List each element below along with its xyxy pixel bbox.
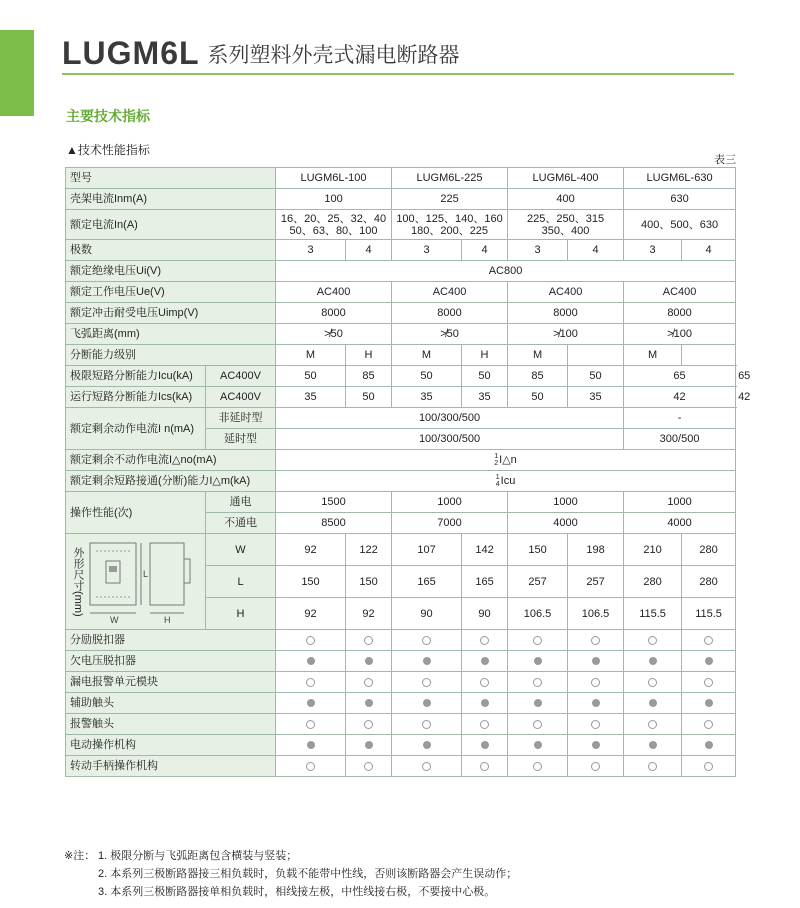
row-label: 型号 [66, 168, 276, 189]
table-cell: 不通电 [206, 513, 276, 534]
cell-text: 350、400 [541, 224, 590, 237]
table-cell: 90 [392, 598, 462, 630]
open-circle-icon [533, 762, 542, 771]
table-cell [508, 630, 568, 651]
row-label: 分断能力级别 [66, 345, 276, 366]
table-cell [462, 630, 508, 651]
table-row: 运行短路分断能力Ics(kA) AC400V 35 50 35 35 50 35 42 42 [66, 387, 736, 408]
title-series: 系列塑料外壳式漏电断路器 [207, 44, 460, 67]
cell-text: 16、20、25、32、40 [280, 212, 387, 225]
table-cell [346, 756, 392, 777]
table-cell [276, 450, 736, 471]
row-label: 额定电流In(A) [66, 210, 276, 240]
table-cell: LUGM6L-630 [624, 168, 736, 189]
row-label: 额定剩余短路接通(分断)能力I△m(kA) [66, 471, 276, 492]
table-row [66, 714, 736, 735]
cell-text: 225、250、315 [527, 212, 605, 225]
table-cell: 35 [276, 387, 346, 408]
table-cell [624, 735, 682, 756]
numerator: 1 [495, 474, 500, 481]
open-circle-icon [364, 636, 373, 645]
row-label: 极数 [66, 240, 276, 261]
filled-circle-icon [592, 657, 600, 665]
filled-circle-icon [423, 741, 431, 749]
cell-text: 50、63、80、100 [289, 224, 378, 237]
table-cell: AC400 [508, 282, 624, 303]
dimension-diagram [68, 537, 203, 627]
table-cell: 630 [624, 189, 736, 210]
table-cell: 8000 [624, 303, 736, 324]
table-cell: AC400 [276, 282, 392, 303]
table-cell [346, 630, 392, 651]
table-cell: 107 [392, 534, 462, 566]
table-cell: M [276, 345, 346, 366]
open-circle-icon [364, 762, 373, 771]
table-cell [568, 345, 624, 366]
table-row [66, 168, 736, 189]
table-cell [276, 630, 346, 651]
table-cell: 198 [568, 534, 624, 566]
table-cell: ≯100 [508, 324, 624, 345]
open-circle-icon [480, 636, 489, 645]
table-cell: 35 [392, 387, 462, 408]
open-circle-icon [306, 636, 315, 645]
filled-circle-icon [649, 657, 657, 665]
open-circle-icon [704, 636, 713, 645]
table-cell [392, 693, 462, 714]
table-cell: LUGM6L-225 [392, 168, 508, 189]
table-cell [392, 672, 462, 693]
table-cell [346, 714, 392, 735]
table-cell [346, 693, 392, 714]
table-cell: L [206, 566, 276, 598]
table-cell: M [508, 345, 568, 366]
open-circle-icon [306, 762, 315, 771]
open-circle-icon [704, 720, 713, 729]
note-text: 2. 本系列三极断路器接三相负载时，负载不能带中性线，否则该断路器会产生误动作； [98, 868, 518, 880]
spec-table-body [66, 168, 751, 777]
table-cell: 延时型 [206, 429, 276, 450]
table-cell [624, 210, 736, 240]
table-cell: 165 [392, 566, 462, 598]
row-label: 操作性能(次) [66, 492, 206, 534]
row-label: 额定剩余不动作电流I△no(mA) [66, 450, 276, 471]
table-cell: 50 [508, 387, 568, 408]
table-cell: 8000 [392, 303, 508, 324]
table-cell: 42 [624, 387, 736, 408]
fraction [496, 474, 500, 488]
table-cell [682, 672, 736, 693]
table-cell: 150 [346, 566, 392, 598]
table-cell: 92 [346, 598, 392, 630]
table-cell: 50 [346, 387, 392, 408]
open-circle-icon [648, 762, 657, 771]
table-cell [392, 756, 462, 777]
row-label: 额定剩余动作电流I n(mA) [66, 408, 206, 450]
note-row-2 [64, 865, 517, 883]
table-cell: ≯50 [276, 324, 392, 345]
table-cell [568, 630, 624, 651]
dimension-diagram-cell [66, 534, 206, 630]
table-cell [682, 693, 736, 714]
table-cell: - [624, 408, 736, 429]
row-label: 飞弧距离(mm) [66, 324, 276, 345]
table-row [66, 672, 736, 693]
table-cell [568, 672, 624, 693]
open-circle-icon [533, 636, 542, 645]
table-cell: 106.5 [508, 598, 568, 630]
table-cell: AC400 [624, 282, 736, 303]
table-cell [392, 714, 462, 735]
open-circle-icon [422, 720, 431, 729]
table-cell: 142 [462, 534, 508, 566]
row-label: 漏电报警单元模块 [66, 672, 276, 693]
table-cell [392, 630, 462, 651]
table-cell: 3 [624, 240, 682, 261]
table-cell [462, 714, 508, 735]
table-cell: 8000 [276, 303, 392, 324]
table-cell: 35 [568, 387, 624, 408]
svg-text:L: L [143, 568, 149, 579]
table-cell [276, 651, 346, 672]
title-divider [62, 73, 734, 75]
open-circle-icon [480, 678, 489, 687]
table-cell: 150 [276, 566, 346, 598]
table-cell: 8500 [276, 513, 392, 534]
table-cell [682, 651, 736, 672]
green-tab [0, 30, 34, 116]
table-cell: 3 [508, 240, 568, 261]
open-circle-icon [480, 720, 489, 729]
table-cell: 通电 [206, 492, 276, 513]
sub-title: ▲技术性能指标 [66, 143, 150, 157]
filled-circle-icon [481, 741, 489, 749]
table-cell [624, 714, 682, 735]
table-row [66, 189, 736, 210]
table-cell: 3 [276, 240, 346, 261]
open-circle-icon [306, 720, 315, 729]
table-row [66, 324, 736, 345]
notes [64, 847, 517, 901]
table-cell: AC400V [206, 366, 276, 387]
table-cell: 50 [462, 366, 508, 387]
table-cell: 257 [508, 566, 568, 598]
title-model: LUGM6L [62, 35, 200, 71]
table-cell [276, 756, 346, 777]
row-label: 分励脱扣器 [66, 630, 276, 651]
table-cell: 1000 [392, 492, 508, 513]
table-cell: 122 [346, 534, 392, 566]
row-label: 欠电压脱扣器 [66, 651, 276, 672]
filled-circle-icon [481, 657, 489, 665]
cell-text: I△n [499, 453, 517, 466]
filled-circle-icon [534, 657, 542, 665]
table-row: 极限短路分断能力Icu(kA) AC400V 50 85 50 50 85 50 65 65 [66, 366, 736, 387]
table-cell: 100 [276, 189, 392, 210]
table-cell [624, 630, 682, 651]
table-cell: 210 [624, 534, 682, 566]
table-cell: LUGM6L-400 [508, 168, 624, 189]
filled-circle-icon [705, 657, 713, 665]
table-cell: 400 [508, 189, 624, 210]
table-cell: AC800 [276, 261, 736, 282]
table-cell: 280 [682, 566, 736, 598]
table-row [66, 345, 736, 366]
table-cell: 106.5 [568, 598, 624, 630]
row-label: 电动操作机构 [66, 735, 276, 756]
open-circle-icon [648, 636, 657, 645]
table-row [66, 261, 736, 282]
row-label: 运行短路分断能力Ics(kA) [66, 387, 206, 408]
open-circle-icon [591, 678, 600, 687]
table-cell: 100/300/500 [276, 429, 624, 450]
table-cell: 4 [568, 240, 624, 261]
open-circle-icon [364, 720, 373, 729]
dimension-label: 外形尺寸(mm) [72, 546, 84, 617]
table-cell: 100/300/500 [276, 408, 624, 429]
cell-text: 180、200、225 [410, 224, 489, 237]
table-cell: 7000 [392, 513, 508, 534]
filled-circle-icon [365, 657, 373, 665]
table-cell [568, 714, 624, 735]
svg-text:H: H [164, 614, 171, 625]
table-cell [508, 651, 568, 672]
filled-circle-icon [592, 699, 600, 707]
table-cell: 非延时型 [206, 408, 276, 429]
filled-circle-icon [534, 699, 542, 707]
table-cell [568, 756, 624, 777]
table-cell: 85 [508, 366, 568, 387]
table-row [66, 651, 736, 672]
filled-circle-icon [592, 741, 600, 749]
spec-table [65, 167, 751, 777]
open-circle-icon [533, 678, 542, 687]
table-cell [346, 651, 392, 672]
table-cell: 300/500 [624, 429, 736, 450]
table-cell [508, 210, 624, 240]
table-cell: 4 [462, 240, 508, 261]
table-cell: ≯100 [624, 324, 736, 345]
table-cell: 90 [462, 598, 508, 630]
open-circle-icon [422, 762, 431, 771]
table-cell [682, 630, 736, 651]
cell-text: Icu [500, 474, 516, 487]
filled-circle-icon [307, 657, 315, 665]
section-title: 主要技术指标 [66, 108, 150, 124]
table-cell [462, 693, 508, 714]
table-cell [508, 735, 568, 756]
table-cell: W [206, 534, 276, 566]
table-cell [508, 756, 568, 777]
table-cell [568, 735, 624, 756]
table-cell: 115.5 [682, 598, 736, 630]
table-cell [392, 651, 462, 672]
table-row [66, 534, 736, 566]
filled-circle-icon [307, 699, 315, 707]
open-circle-icon [480, 762, 489, 771]
table-cell: 50 [568, 366, 624, 387]
filled-circle-icon [649, 699, 657, 707]
row-label: 额定绝缘电压Ui(V) [66, 261, 276, 282]
table-row [66, 756, 736, 777]
table-row [66, 492, 736, 513]
table-cell: 50 [276, 366, 346, 387]
table-cell: 115.5 [624, 598, 682, 630]
filled-circle-icon [423, 657, 431, 665]
row-label: 转动手柄操作机构 [66, 756, 276, 777]
table-cell [682, 756, 736, 777]
table-row [66, 210, 736, 240]
table-cell: 92 [276, 534, 346, 566]
table-cell: 225 [392, 189, 508, 210]
filled-circle-icon [649, 741, 657, 749]
table-cell: H [346, 345, 392, 366]
table-row [66, 450, 736, 471]
table-cell: H [462, 345, 508, 366]
table-cell [682, 714, 736, 735]
open-circle-icon [704, 678, 713, 687]
table-cell: 280 [624, 566, 682, 598]
row-label: 壳架电流Inm(A) [66, 189, 276, 210]
table-cell: 257 [568, 566, 624, 598]
row-label: 额定冲击耐受电压Uimp(V) [66, 303, 276, 324]
table-row [66, 303, 736, 324]
page-title [62, 30, 460, 70]
table-cell [682, 345, 736, 366]
table-cell: H [206, 598, 276, 630]
open-circle-icon [591, 636, 600, 645]
cell-text: 400、500、630 [641, 218, 719, 231]
table-number: 表三 [714, 154, 736, 166]
row-label: 极限短路分断能力Icu(kA) [66, 366, 206, 387]
table-cell [508, 693, 568, 714]
filled-circle-icon [423, 699, 431, 707]
table-cell [392, 210, 508, 240]
table-cell: AC400 [392, 282, 508, 303]
table-cell [508, 714, 568, 735]
open-circle-icon [422, 636, 431, 645]
table-row [66, 408, 736, 429]
table-cell [276, 672, 346, 693]
open-circle-icon [591, 762, 600, 771]
table-cell [276, 735, 346, 756]
table-cell: 4 [682, 240, 736, 261]
table-cell: 8000 [508, 303, 624, 324]
svg-text:W: W [110, 614, 119, 625]
filled-circle-icon [705, 741, 713, 749]
table-cell [508, 672, 568, 693]
note-text: 3. 本系列三极断路器接单相负载时，相线接左极，中性线接右极，不要接中心极。 [98, 886, 496, 898]
row-label: 报警触头 [66, 714, 276, 735]
table-cell [462, 756, 508, 777]
table-cell: M [392, 345, 462, 366]
table-cell [346, 672, 392, 693]
table-cell [276, 693, 346, 714]
table-cell: 280 [682, 534, 736, 566]
table-row [66, 693, 736, 714]
table-row [66, 282, 736, 303]
table-cell: ≯50 [392, 324, 508, 345]
table-cell: 1000 [624, 492, 736, 513]
table-cell [276, 471, 736, 492]
fraction [494, 453, 498, 467]
table-cell: 85 [346, 366, 392, 387]
filled-circle-icon [307, 741, 315, 749]
cell-text: 100、125、140、160 [396, 212, 503, 225]
open-circle-icon [364, 678, 373, 687]
table-cell [624, 693, 682, 714]
table-cell [624, 672, 682, 693]
breaker-outline-diagram [84, 537, 196, 627]
table-cell [568, 651, 624, 672]
table-cell: 35 [462, 387, 508, 408]
note-prefix: ※注： [64, 850, 96, 862]
table-cell [346, 735, 392, 756]
note-text: 1. 极限分断与飞弧距离包含横装与竖装； [98, 850, 298, 862]
filled-circle-icon [365, 741, 373, 749]
open-circle-icon [533, 720, 542, 729]
denominator: 4 [495, 481, 500, 488]
table-cell: M [624, 345, 682, 366]
row-label: 额定工作电压Ue(V) [66, 282, 276, 303]
table-row [66, 471, 736, 492]
table-cell: 165 [462, 566, 508, 598]
note-row-1 [64, 847, 517, 865]
row-label: 辅助触头 [66, 693, 276, 714]
open-circle-icon [648, 720, 657, 729]
table-cell: 3 [392, 240, 462, 261]
table-cell: 92 [276, 598, 346, 630]
table-cell: 150 [508, 534, 568, 566]
table-row [66, 240, 736, 261]
table-cell: 65 [624, 366, 736, 387]
table-cell [276, 714, 346, 735]
open-circle-icon [648, 678, 657, 687]
table-cell [462, 735, 508, 756]
open-circle-icon [591, 720, 600, 729]
table-cell [624, 756, 682, 777]
table-row [66, 630, 736, 651]
filled-circle-icon [365, 699, 373, 707]
table-cell: AC400V [206, 387, 276, 408]
filled-circle-icon [481, 699, 489, 707]
table-cell [392, 735, 462, 756]
table-cell: 4000 [508, 513, 624, 534]
table-cell: LUGM6L-100 [276, 168, 392, 189]
table-cell [462, 651, 508, 672]
table-cell [624, 651, 682, 672]
table-cell [682, 735, 736, 756]
table-cell: 1000 [508, 492, 624, 513]
table-cell [568, 693, 624, 714]
table-row [66, 735, 736, 756]
filled-circle-icon [705, 699, 713, 707]
note-row-3 [64, 883, 517, 901]
denominator: 2 [494, 460, 499, 467]
table-cell: 1500 [276, 492, 392, 513]
table-cell [276, 210, 392, 240]
table-cell: 4 [346, 240, 392, 261]
open-circle-icon [306, 678, 315, 687]
numerator: 1 [494, 453, 499, 460]
open-circle-icon [422, 678, 431, 687]
table-cell [462, 672, 508, 693]
filled-circle-icon [534, 741, 542, 749]
table-cell: 50 [392, 366, 462, 387]
open-circle-icon [704, 762, 713, 771]
table-cell: 4000 [624, 513, 736, 534]
